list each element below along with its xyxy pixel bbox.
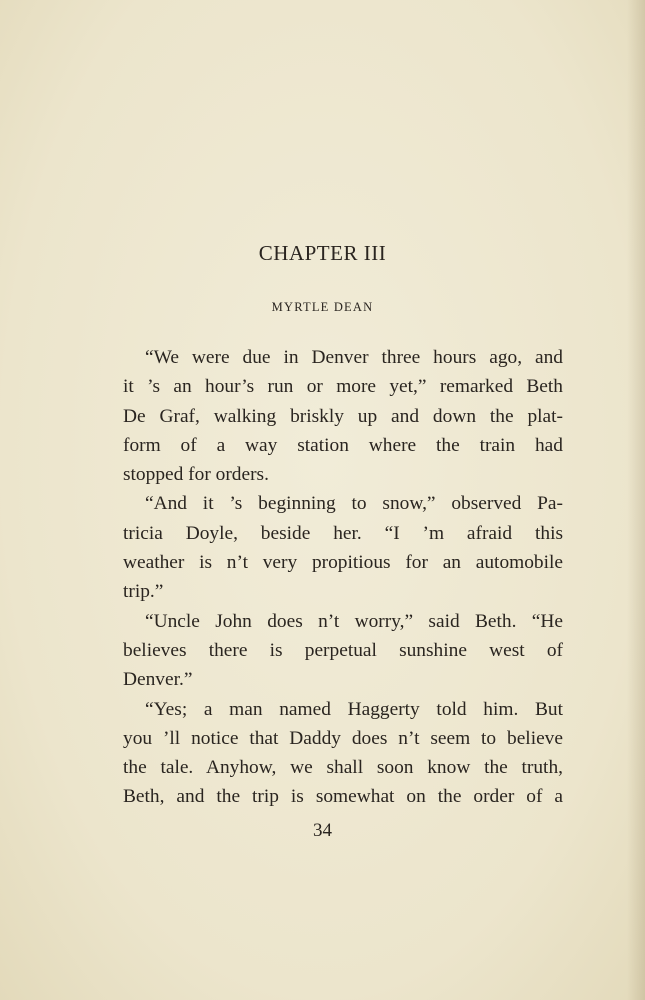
text-line: “We were due in Denver three hours ago, and bbox=[145, 347, 563, 368]
page-number: 34 bbox=[313, 820, 332, 841]
text-line: De Graf, walking briskly up and down the plat- bbox=[123, 405, 563, 427]
text-line: Beth, and the trip is somewhat on the order of a bbox=[123, 786, 563, 808]
chapter-subtitle: MYRTLE DEAN bbox=[271, 300, 374, 314]
text-line: trip.” bbox=[123, 581, 164, 603]
text-line: “And it ’s beginning to snow,” observed Pa- bbox=[145, 493, 563, 515]
text-line: Denver.” bbox=[123, 669, 193, 691]
text-line: weather is n’t very propitious for an automobile bbox=[123, 552, 563, 574]
text-line: “Yes; a man named Haggerty told him. But bbox=[145, 698, 563, 720]
text-line: it ’s an hour’s run or more yet,” remarked Beth bbox=[123, 376, 563, 398]
text-line: stopped for orders. bbox=[123, 464, 269, 486]
text-line: “Uncle John does n’t worry,” said Beth. “He bbox=[145, 610, 563, 632]
body-text bbox=[123, 343, 563, 812]
text-line: form of a way station where the train had bbox=[123, 434, 563, 456]
chapter-title: CHAPTER III bbox=[258, 241, 387, 265]
text-line: tricia Doyle, beside her. “I ’m afraid this bbox=[123, 522, 563, 544]
text-line: the tale. Anyhow, we shall soon know the truth, bbox=[123, 757, 563, 779]
text-line: you ’ll notice that Daddy does n’t seem to believe bbox=[123, 727, 563, 749]
text-line: believes there is perpetual sunshine west of bbox=[123, 639, 563, 661]
